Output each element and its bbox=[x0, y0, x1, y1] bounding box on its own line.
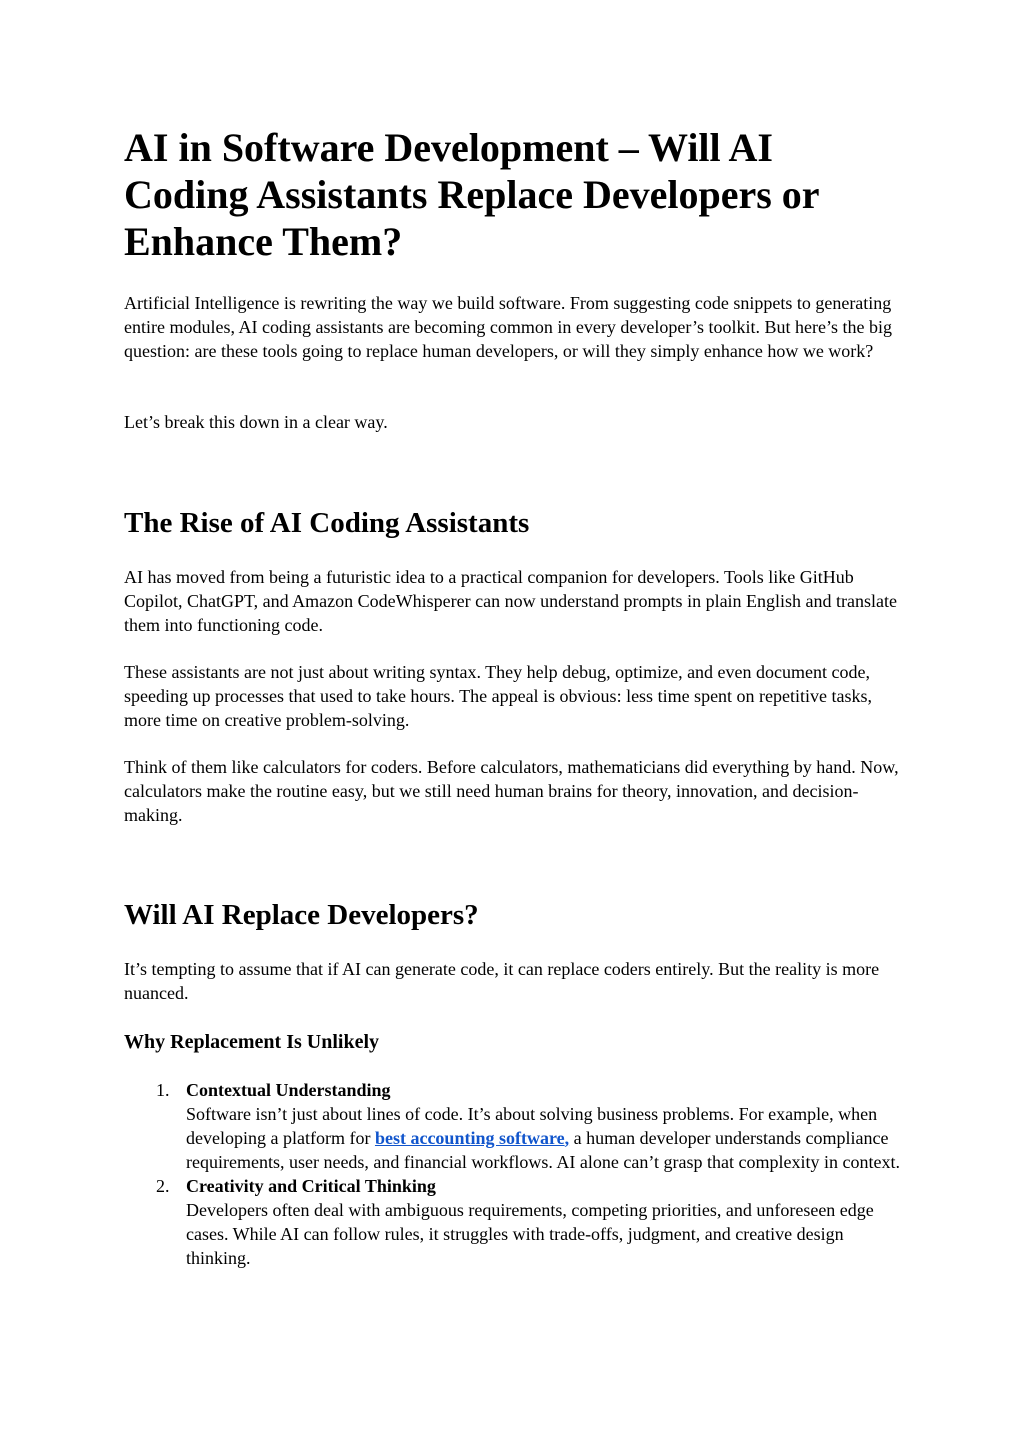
list-item-text-before: Software isn’t just about lines of code. It’s about solving business problems. For example, when developing a platform for bbox=[186, 1104, 878, 1148]
section-heading-rise: The Rise of AI Coding Assistants bbox=[124, 507, 530, 539]
rise-paragraph-2: These assistants are not just about writing syntax. They help debug, optimize, and even document code, speeding up processes that used to take hours. The appeal is obvious: less time spent on repetitive tasks, more time on creative problem-solving. bbox=[124, 662, 873, 730]
intro-paragraph-2: Let’s break this down in a clear way. bbox=[124, 412, 388, 432]
list-item-text: Developers often deal with ambiguous requirements, competing priorities, and unforeseen edge cases. While AI can follow rules, it struggles with trade-offs, judgment, and creative design thinking. bbox=[186, 1200, 874, 1268]
list-item-number: 1. bbox=[156, 1080, 170, 1100]
replace-paragraph-1: It’s tempting to assume that if AI can generate code, it can replace coders entirely. But the reality is more nuanced. bbox=[124, 959, 880, 1003]
document-title: AI in Software Development – Will AI Coding Assistants Replace Developers or Enhance Them? bbox=[124, 125, 819, 264]
subheading-why-unlikely: Why Replacement Is Unlikely bbox=[124, 1031, 379, 1053]
link-text: best accounting software bbox=[374, 1128, 565, 1148]
list-item-text-after: a human developer understands compliance requirements, user needs, and financial workflows. AI alone can’t grasp that complexity in context. bbox=[186, 1128, 900, 1172]
intro-paragraph-1: Artificial Intelligence is rewriting the way we build software. From suggesting code snippets to generating entire modules, AI coding assistants are becoming common in every developer’s toolkit. But here’s the big question: are these tools going to replace human developers, or will they simply enhance how we work? bbox=[124, 293, 892, 361]
list-item-title: Creativity and Critical Thinking bbox=[186, 1176, 436, 1196]
rise-paragraph-1: AI has moved from being a futuristic idea to a practical companion for developers. Tools like GitHub Copilot, ChatGPT, and Amazon CodeWhisperer can now understand prompts in plain English and translate them into functioning code. bbox=[124, 567, 898, 635]
list-item-number: 2. bbox=[156, 1176, 170, 1196]
link-comma: , bbox=[564, 1128, 570, 1148]
list-item-title: Contextual Understanding bbox=[186, 1080, 391, 1100]
rise-paragraph-3: Think of them like calculators for coders. Before calculators, mathematicians did everything by hand. Now, calculators make the routine easy, but we still need human brains for theory, innovation, and decision-making. bbox=[124, 757, 899, 825]
list-item bbox=[156, 1078, 904, 1174]
list-item bbox=[156, 1174, 904, 1270]
reasons-list bbox=[124, 1078, 904, 1270]
section-heading-replace: Will AI Replace Developers? bbox=[124, 899, 479, 931]
best-accounting-software-link[interactable] bbox=[375, 1128, 569, 1148]
